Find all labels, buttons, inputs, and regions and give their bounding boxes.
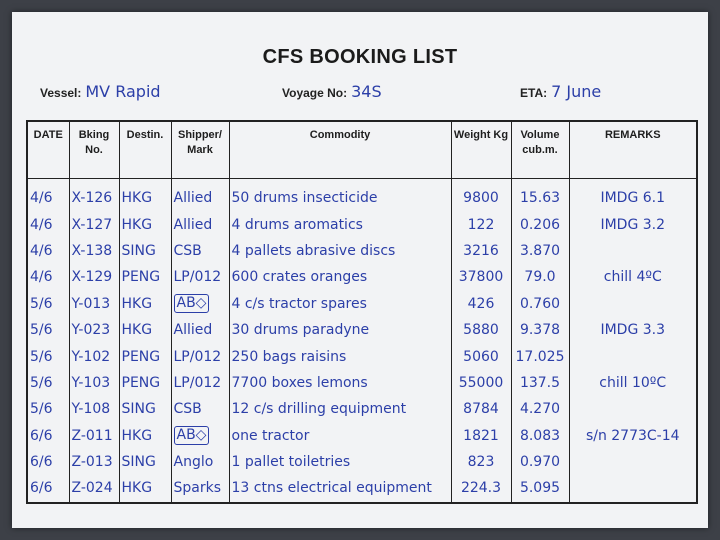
table-row — [27, 396, 697, 422]
cell-date: 6/6 — [27, 475, 69, 502]
cell-booking: X-126 — [69, 179, 119, 212]
cell-destination: HKG — [119, 291, 171, 317]
eta-label: ETA: — [520, 86, 548, 100]
cell-weight: 122 — [451, 211, 511, 237]
table-row — [27, 291, 697, 317]
cell-shipper: LP/012 — [171, 264, 229, 290]
cell-commodity: one tractor — [229, 423, 451, 449]
document-page — [12, 12, 708, 528]
cell-date: 4/6 — [27, 179, 69, 212]
cell-remarks: s/n 2773C-14 — [569, 423, 697, 449]
header-booking: Bking No. — [69, 121, 119, 179]
cell-commodity: 600 crates oranges — [229, 264, 451, 290]
cell-commodity: 250 bags raisins — [229, 343, 451, 369]
cell-remarks: IMDG 3.3 — [569, 317, 697, 343]
vessel-field — [40, 82, 161, 101]
cell-destination: HKG — [119, 423, 171, 449]
table-row — [27, 370, 697, 396]
cell-remarks: IMDG 3.2 — [569, 211, 697, 237]
cell-remarks — [569, 396, 697, 422]
cell-date: 4/6 — [27, 264, 69, 290]
table-row — [27, 475, 697, 502]
header-volume: Volume cub.m. — [511, 121, 569, 179]
cell-destination: PENG — [119, 370, 171, 396]
cell-shipper: LP/012 — [171, 370, 229, 396]
table-row — [27, 179, 697, 212]
cell-commodity: 4 drums aromatics — [229, 211, 451, 237]
table-row — [27, 211, 697, 237]
cell-shipper: LP/012 — [171, 343, 229, 369]
cell-commodity: 12 c/s drilling equipment — [229, 396, 451, 422]
booking-table — [26, 120, 698, 504]
cell-date: 5/6 — [27, 370, 69, 396]
cell-destination: PENG — [119, 264, 171, 290]
cell-shipper: Sparks — [171, 475, 229, 502]
cell-shipper — [171, 423, 229, 449]
cell-weight: 426 — [451, 291, 511, 317]
table-row — [27, 317, 697, 343]
cell-booking: Z-024 — [69, 475, 119, 502]
table-row — [27, 423, 697, 449]
table-row — [27, 343, 697, 369]
cell-booking: Y-023 — [69, 317, 119, 343]
cell-booking: Z-013 — [69, 449, 119, 475]
cell-shipper: Allied — [171, 317, 229, 343]
header-commodity: Commodity — [229, 121, 451, 179]
cell-weight: 3216 — [451, 238, 511, 264]
shipper-mark-box: AB◇ — [174, 294, 210, 313]
cell-shipper: CSB — [171, 238, 229, 264]
cell-weight: 37800 — [451, 264, 511, 290]
cell-destination: SING — [119, 396, 171, 422]
cell-weight: 8784 — [451, 396, 511, 422]
cell-destination: SING — [119, 238, 171, 264]
cell-booking: Y-013 — [69, 291, 119, 317]
eta-field — [520, 82, 601, 101]
cell-date: 5/6 — [27, 317, 69, 343]
voyage-field — [282, 82, 382, 101]
eta-value: 7 June — [551, 82, 602, 101]
cell-booking: Y-103 — [69, 370, 119, 396]
vessel-value: MV Rapid — [85, 82, 161, 101]
cell-volume: 8.083 — [511, 423, 569, 449]
cell-weight: 55000 — [451, 370, 511, 396]
cell-destination: HKG — [119, 317, 171, 343]
cell-date: 6/6 — [27, 449, 69, 475]
header-remarks: REMARKS — [569, 121, 697, 179]
cell-booking: Y-108 — [69, 396, 119, 422]
document-title: CFS BOOKING LIST — [262, 46, 458, 68]
table-row — [27, 449, 697, 475]
cell-weight: 5880 — [451, 317, 511, 343]
cell-volume: 137.5 — [511, 370, 569, 396]
cell-volume: 79.0 — [511, 264, 569, 290]
cell-destination: HKG — [119, 211, 171, 237]
cell-remarks — [569, 291, 697, 317]
cell-date: 5/6 — [27, 291, 69, 317]
voyage-label: Voyage No: — [282, 86, 348, 100]
cell-booking: X-127 — [69, 211, 119, 237]
cell-remarks — [569, 449, 697, 475]
cell-remarks: chill 4ºC — [569, 264, 697, 290]
cell-remarks: IMDG 6.1 — [569, 179, 697, 212]
cell-volume: 0.206 — [511, 211, 569, 237]
cell-booking: Z-011 — [69, 423, 119, 449]
header-weight: Weight Kg — [451, 121, 511, 179]
cell-commodity: 7700 boxes lemons — [229, 370, 451, 396]
header-shipper: Shipper/ Mark — [171, 121, 229, 179]
cell-volume: 4.270 — [511, 396, 569, 422]
table-body — [27, 179, 697, 503]
cell-volume: 15.63 — [511, 179, 569, 212]
cell-weight: 9800 — [451, 179, 511, 212]
cell-destination: PENG — [119, 343, 171, 369]
header-destination: Destin. — [119, 121, 171, 179]
header-date: DATE — [27, 121, 69, 179]
cell-volume: 0.760 — [511, 291, 569, 317]
voyage-value: 34S — [351, 82, 382, 101]
cell-date: 6/6 — [27, 423, 69, 449]
cell-volume: 3.870 — [511, 238, 569, 264]
table-row — [27, 264, 697, 290]
table-header-row — [27, 121, 697, 179]
shipper-mark-box: AB◇ — [174, 426, 210, 445]
cell-weight: 224.3 — [451, 475, 511, 502]
cell-destination: HKG — [119, 179, 171, 212]
cell-commodity: 4 pallets abrasive discs — [229, 238, 451, 264]
cell-commodity: 13 ctns electrical equipment — [229, 475, 451, 502]
cell-volume: 5.095 — [511, 475, 569, 502]
cell-commodity: 4 c/s tractor spares — [229, 291, 451, 317]
cell-commodity: 1 pallet toiletries — [229, 449, 451, 475]
cell-weight: 5060 — [451, 343, 511, 369]
cell-remarks — [569, 475, 697, 502]
cell-shipper — [171, 291, 229, 317]
cell-date: 4/6 — [27, 238, 69, 264]
cell-remarks — [569, 238, 697, 264]
cell-shipper: Anglo — [171, 449, 229, 475]
cell-volume: 9.378 — [511, 317, 569, 343]
cell-remarks: chill 10ºC — [569, 370, 697, 396]
cell-booking: X-138 — [69, 238, 119, 264]
cell-date: 5/6 — [27, 396, 69, 422]
table-row — [27, 238, 697, 264]
cell-shipper: CSB — [171, 396, 229, 422]
cell-shipper: Allied — [171, 179, 229, 212]
vessel-label: Vessel: — [40, 86, 82, 100]
cell-date: 4/6 — [27, 211, 69, 237]
cell-destination: HKG — [119, 475, 171, 502]
cell-booking: X-129 — [69, 264, 119, 290]
cell-remarks — [569, 343, 697, 369]
cell-destination: SING — [119, 449, 171, 475]
cell-weight: 1821 — [451, 423, 511, 449]
cell-weight: 823 — [451, 449, 511, 475]
cell-commodity: 50 drums insecticide — [229, 179, 451, 212]
cell-volume: 0.970 — [511, 449, 569, 475]
cell-commodity: 30 drums paradyne — [229, 317, 451, 343]
cell-volume: 17.025 — [511, 343, 569, 369]
cell-booking: Y-102 — [69, 343, 119, 369]
cell-date: 5/6 — [27, 343, 69, 369]
cell-shipper: Allied — [171, 211, 229, 237]
